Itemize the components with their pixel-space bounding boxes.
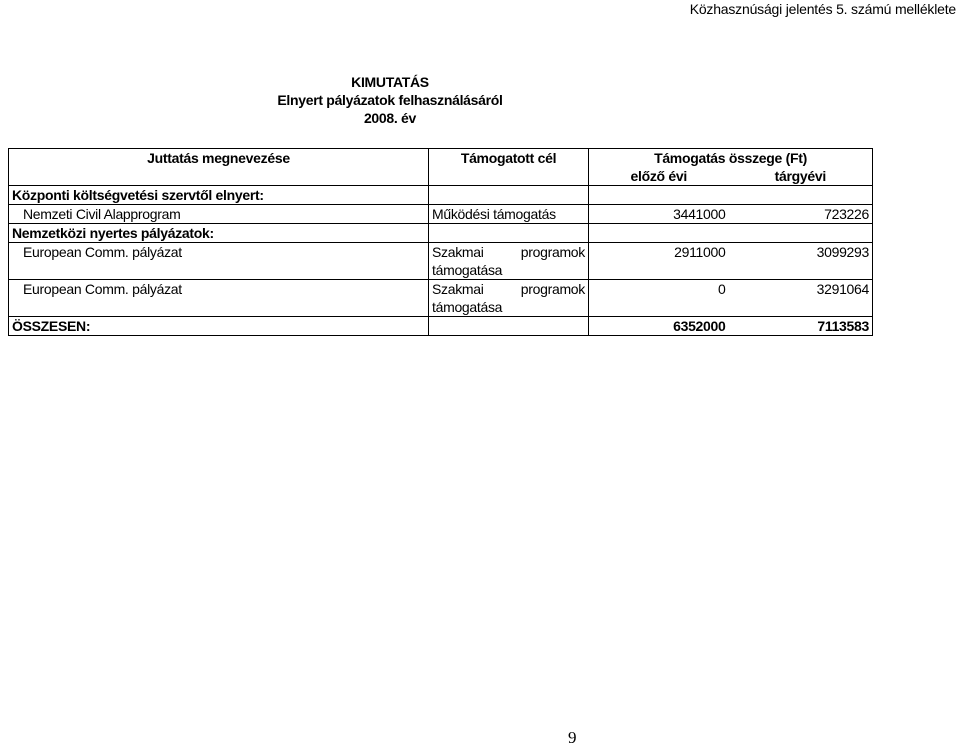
row-prev-amount: 0	[589, 280, 729, 317]
title-line-1: KIMUTATÁS	[351, 74, 429, 90]
row-prev-amount: 3441000	[589, 205, 729, 224]
title-line-2: Elnyert pályázatok felhasználásáról	[277, 92, 503, 108]
header-purpose-label: Támogatott cél	[460, 150, 557, 166]
section-heading-row	[9, 186, 873, 205]
row-name: Nemzeti Civil Alapprogram	[9, 205, 429, 224]
table-row	[9, 205, 873, 224]
section1-heading: Központi költségvetési szervtől elnyert:	[9, 186, 429, 205]
header-name	[9, 149, 429, 186]
table-header-row	[9, 149, 873, 168]
header-prev-year: előző évi	[589, 167, 729, 186]
purpose-word: programok	[520, 244, 585, 260]
row-current-amount: 3099293	[729, 243, 873, 280]
header-name-label: Juttatás megnevezése	[147, 150, 290, 166]
row-name: European Comm. pályázat	[9, 280, 429, 317]
section2-heading: Nemzetközi nyertes pályázatok:	[9, 224, 429, 243]
row-purpose-line2: támogatása	[432, 299, 503, 315]
section-heading-row	[9, 224, 873, 243]
header-amount: Támogatás összege (Ft)	[589, 149, 873, 168]
total-prev-amount: 6352000	[589, 317, 729, 336]
empty-cell	[589, 186, 873, 205]
empty-cell	[589, 224, 873, 243]
report-title	[0, 73, 780, 127]
purpose-word: Szakmai	[432, 281, 484, 297]
table-row	[9, 243, 873, 280]
document-header-note: Közhasznúsági jelentés 5. számú melléklete	[689, 1, 956, 17]
purpose-word: Szakmai	[432, 244, 484, 260]
row-purpose	[429, 243, 589, 280]
grants-table	[8, 148, 873, 336]
row-purpose-line1	[432, 280, 585, 298]
row-purpose-line1	[432, 243, 585, 261]
header-purpose	[429, 149, 589, 186]
row-name: European Comm. pályázat	[9, 243, 429, 280]
row-purpose-line2: támogatása	[432, 262, 503, 278]
table-row	[9, 280, 873, 317]
row-prev-amount: 2911000	[589, 243, 729, 280]
page-number: 9	[568, 728, 577, 747]
row-current-amount: 3291064	[729, 280, 873, 317]
row-purpose: Működési támogatás	[429, 205, 589, 224]
total-current-amount: 7113583	[729, 317, 873, 336]
title-line-3: 2008. év	[363, 110, 417, 126]
total-row	[9, 317, 873, 336]
total-label: ÖSSZESEN:	[9, 317, 429, 336]
empty-cell	[429, 224, 589, 243]
purpose-word: programok	[520, 281, 585, 297]
row-current-amount: 723226	[729, 205, 873, 224]
row-purpose	[429, 280, 589, 317]
empty-cell	[429, 186, 589, 205]
header-current-year: tárgyévi	[729, 167, 873, 186]
empty-cell	[429, 317, 589, 336]
